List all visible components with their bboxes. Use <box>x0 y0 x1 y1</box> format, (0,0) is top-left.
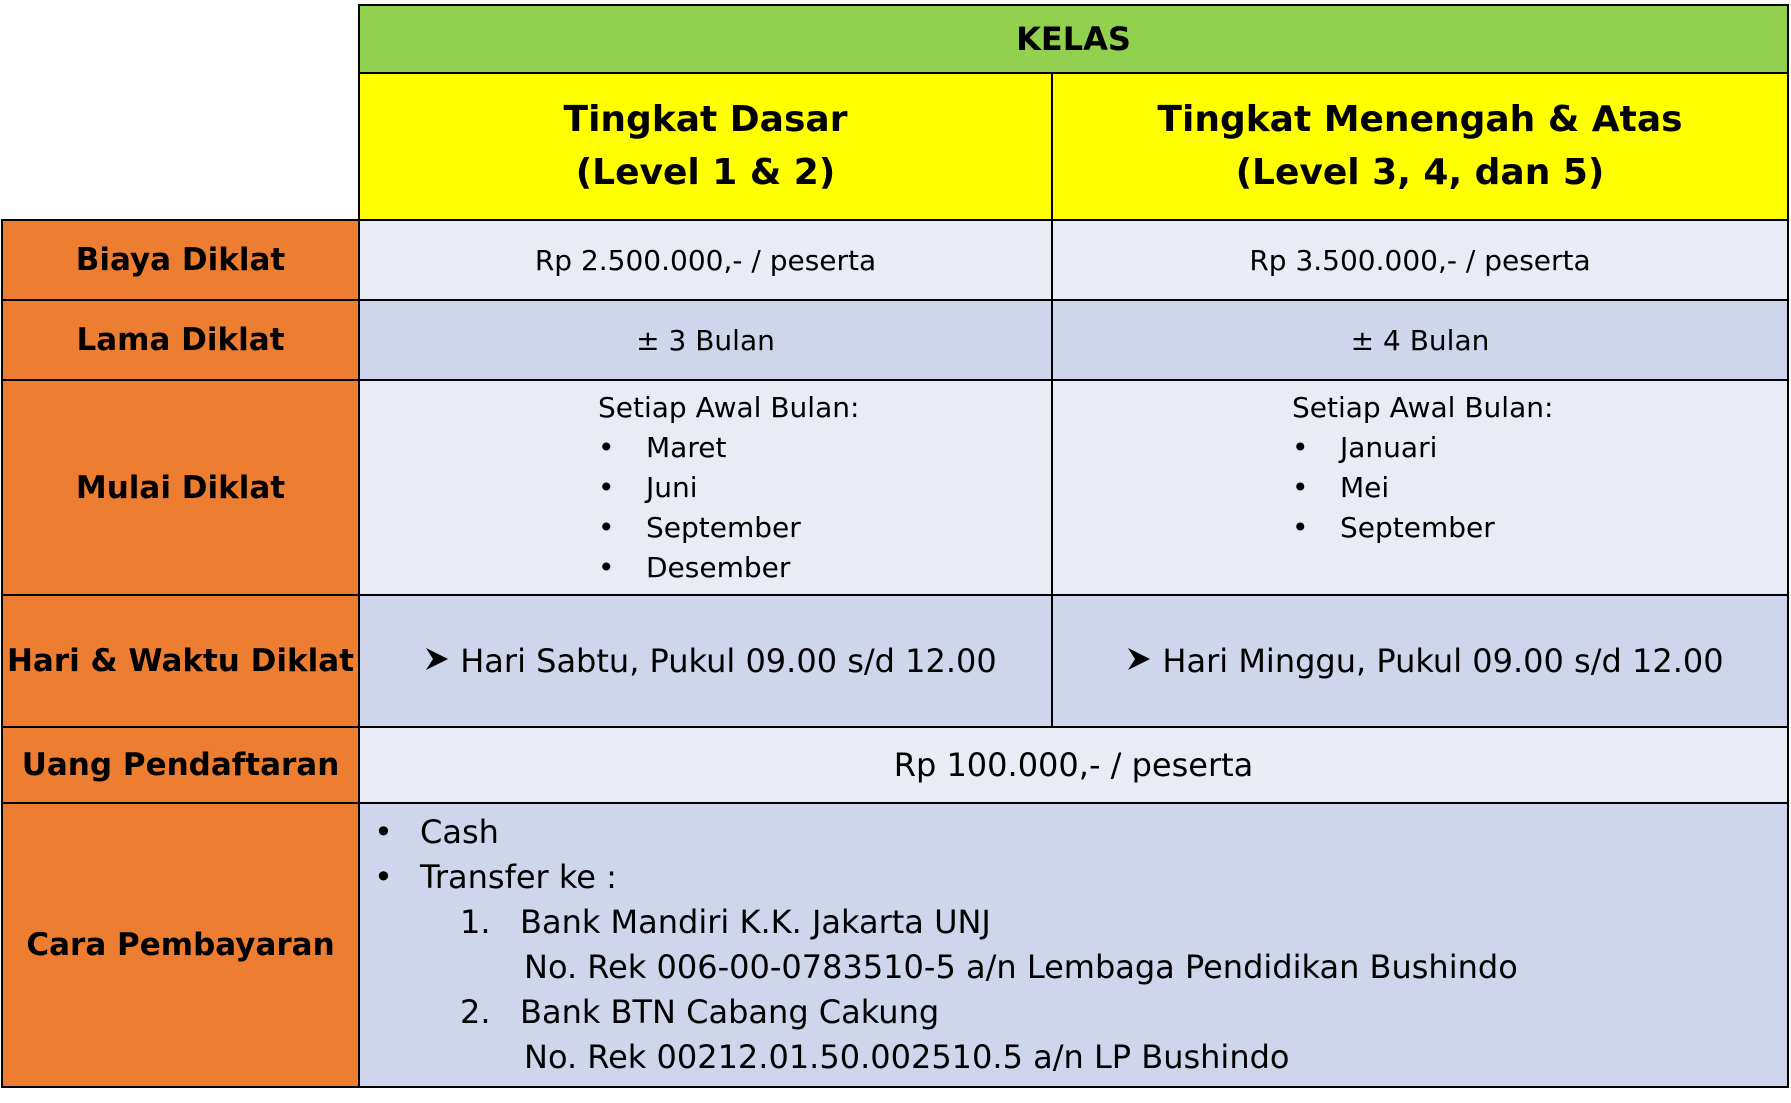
grid-line <box>1 379 1789 381</box>
grid-line <box>1 219 3 1088</box>
biaya-label: Biaya Diklat <box>75 242 286 278</box>
biaya-col2 <box>1052 220 1788 300</box>
month-label: Januari <box>1340 431 1438 464</box>
hari-col1 <box>359 595 1052 727</box>
cara-label: Cara Pembayaran <box>26 927 335 963</box>
grid-line <box>1 802 1789 804</box>
bank-account: No. Rek 006-00-0783510-5 a/n Lembaga Pendidikan Bushindo <box>524 948 1518 986</box>
biaya-col1 <box>359 220 1052 300</box>
month-label: Mei <box>1340 471 1390 504</box>
bullet-dot-icon: • <box>1292 511 1309 544</box>
row-label-uang <box>2 727 359 803</box>
list-item <box>598 468 859 508</box>
list-item <box>598 508 859 548</box>
hari-col2-value: Hari Minggu, Pukul 09.00 s/d 12.00 <box>1162 642 1724 680</box>
uang-label: Uang Pendaftaran <box>21 747 340 783</box>
bullet-dot-icon: • <box>598 511 615 544</box>
bank-item <box>374 900 1518 945</box>
list-item <box>598 428 859 468</box>
row-label-biaya <box>2 220 359 300</box>
month-label: Maret <box>646 431 727 464</box>
row-label-cara <box>2 803 359 1087</box>
month-label: September <box>646 511 801 544</box>
col1-title-line1: Tingkat Dasar <box>563 99 848 141</box>
list-item <box>1292 468 1553 508</box>
mulai-col1-title: Setiap Awal Bulan: <box>598 391 860 424</box>
bank-number: 2. <box>460 993 491 1031</box>
grid-line <box>1787 4 1789 1088</box>
biaya-col2-value: Rp 3.500.000,- / peserta <box>1249 243 1591 277</box>
grid-line <box>1 219 1789 221</box>
row-label-mulai <box>2 380 359 595</box>
uang-value-cell <box>359 727 1788 803</box>
col1-title-line2: (Level 1 & 2) <box>575 151 836 193</box>
arrowhead-right-icon <box>414 642 460 680</box>
biaya-col1-value: Rp 2.500.000,- / peserta <box>534 243 877 277</box>
kelas-header <box>359 5 1788 73</box>
col2-header <box>1052 73 1788 220</box>
hari-col2-line <box>1116 642 1723 680</box>
mulai-col2-list <box>1292 388 1553 548</box>
grid-line <box>358 72 1789 74</box>
lama-col2-value: ± 4 Bulan <box>1350 323 1490 357</box>
lama-col1-value: ± 3 Bulan <box>636 323 775 357</box>
grid-line <box>1 1086 1789 1088</box>
col1-header <box>359 73 1052 220</box>
row-label-lama <box>2 300 359 380</box>
lama-label: Lama Diklat <box>76 322 285 358</box>
lama-col2 <box>1052 300 1788 380</box>
list-item <box>374 810 1518 855</box>
bank-account: No. Rek 00212.01.50.002510.5 a/n LP Bushindo <box>524 1038 1290 1076</box>
uang-value: Rp 100.000,- / peserta <box>893 746 1254 784</box>
hari-col1-value: Hari Sabtu, Pukul 09.00 s/d 12.00 <box>460 642 997 680</box>
arrowhead-right-icon <box>1116 642 1162 680</box>
mulai-col1-list <box>598 388 859 588</box>
pay-method: Transfer ke : <box>420 858 617 896</box>
col2-title-line1: Tingkat Menengah & Atas <box>1157 99 1683 141</box>
bullet-dot-icon: • <box>598 471 615 504</box>
mulai-label: Mulai Diklat <box>75 469 286 506</box>
bullet-dot-icon: • <box>1292 431 1309 464</box>
hari-col1-line <box>414 642 997 680</box>
bank-item <box>374 990 1518 1035</box>
hari-col2 <box>1052 595 1788 727</box>
grid-line <box>1051 72 1053 728</box>
col2-title-line2: (Level 3, 4, dan 5) <box>1235 151 1605 193</box>
cara-list <box>374 810 1518 1080</box>
bank-number: 1. <box>460 903 491 941</box>
month-label: Desember <box>646 551 791 584</box>
grid-line <box>358 4 360 1088</box>
bank-name: Bank BTN Cabang Cakung <box>520 993 940 1031</box>
bullet-dot-icon: • <box>374 813 393 851</box>
month-label: September <box>1340 511 1495 544</box>
bullet-dot-icon: • <box>1292 471 1309 504</box>
grid-line <box>358 4 1789 6</box>
grid-line <box>1 299 1789 301</box>
pay-method: Cash <box>420 813 499 851</box>
hari-label: Hari & Waktu Diklat <box>6 643 355 679</box>
lama-col1 <box>359 300 1052 380</box>
bullet-dot-icon: • <box>374 858 393 896</box>
list-item <box>598 548 859 588</box>
bullet-dot-icon: • <box>598 431 615 464</box>
list-item <box>1292 508 1553 548</box>
row-label-hari <box>2 595 359 727</box>
grid-line <box>1 594 1789 596</box>
month-label: Juni <box>646 471 698 504</box>
bullet-dot-icon: • <box>598 551 615 584</box>
grid-line <box>1 726 1789 728</box>
mulai-col2-title: Setiap Awal Bulan: <box>1292 391 1554 424</box>
bank-name: Bank Mandiri K.K. Jakarta UNJ <box>520 903 991 941</box>
list-item <box>1292 428 1553 468</box>
list-item <box>374 855 1518 900</box>
kelas-title: KELAS <box>1016 20 1131 58</box>
